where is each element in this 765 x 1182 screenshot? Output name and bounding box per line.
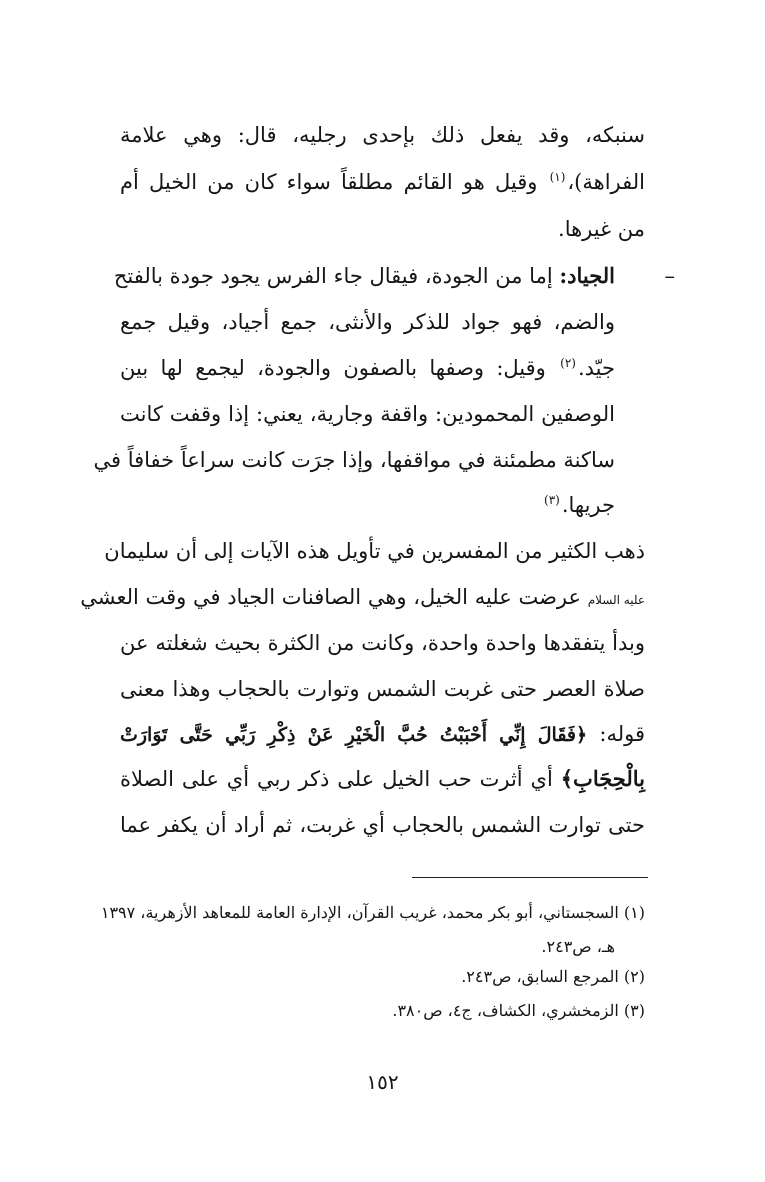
line-6-rest: وقيل: وصفها بالصفون والجودة، ليجمع لها بين [120, 356, 546, 380]
body-line-9 [120, 492, 615, 518]
honorific-glyph: عليه السلام [587, 593, 645, 607]
footnote-3-text: الزمخشري، الكشاف، ج٤، ص٣٨٠. [392, 1001, 619, 1020]
footnote-3 [392, 1000, 645, 1022]
body-line-4 [113, 263, 615, 289]
body-line-6 [120, 355, 615, 381]
line-14-pre: قوله: [599, 722, 645, 746]
footnote-1-continuation: هـ، ص٢٤٣. [541, 937, 615, 956]
body-line-10: ذهب الكثير من المفسرين في تأويل هذه الآيات إلى أن سليمان [104, 539, 645, 563]
term-jiyad: الجياد: [559, 263, 615, 288]
page-number: ١٥٢ [366, 1070, 399, 1094]
line-11-rest: عرضت عليه الخيل، وهي الصافنات الجياد في وقت العشي [80, 585, 582, 609]
footnote-2-number: (٢) [623, 967, 645, 986]
body-line-16: حتى توارت الشمس بالحجاب أي غربت، ثم أراد أن يكفر عما [120, 813, 645, 837]
footnote-1-number: (١) [623, 903, 645, 922]
body-line-11 [80, 584, 645, 613]
footnote-ref-2: (٢) [560, 356, 576, 370]
body-line-5: والضم، فهو جواد للذكر والأنثى، جمع أجياد، وقيل جمع [120, 310, 615, 334]
line-15-rest: أي أثرت حب الخيل على ذكر ربي أي على الصلاة [120, 767, 553, 791]
body-line-3: من غيرها. [558, 217, 645, 241]
body-line-8: ساكنة مطمئنة في مواقفها، وإذا جرَت كانت سراعاً خفافاً في [93, 448, 615, 472]
list-bullet-dash: – [664, 264, 675, 288]
footnote-2-text: المرجع السابق، ص٢٤٣. [461, 967, 619, 986]
line-2-rest: وقيل هو القائم مطلقاً سواء كان من الخيل أم [120, 170, 538, 194]
body-line-13: صلاة العصر حتى غربت الشمس وتوارت بالحجاب وهذا معنى [120, 677, 645, 701]
body-line-2 [120, 169, 645, 195]
body-line-7: الوصفين المحمودين: واقفة وجارية، يعني: إذا وقفت كانت [120, 402, 615, 426]
body-line-1: سنبكه، وقد يفعل ذلك بإحدى رجليه، قال: وهي علامة [120, 123, 645, 147]
line-4-rest: إما من الجودة، فيقال جاء الفرس يجود جودة بالفتح [113, 264, 553, 288]
footnote-ref-3: (٣) [544, 493, 560, 507]
footnote-2 [461, 966, 645, 988]
footnote-1-text: السجستاني، أبو بكر محمد، غريب القرآن، الإدارة العامة للمعاهد الأزهرية، ١٣٩٧ [100, 903, 619, 922]
line-6-text: جيّد. [577, 356, 615, 380]
footnote-ref-1: (١) [549, 170, 566, 184]
footnote-1 [101, 902, 645, 924]
line-2-text: الفراهة)، [567, 170, 645, 194]
line-9-text: جريها. [561, 493, 615, 517]
quran-verse-part-2: بِالْحِجَابِ﴾ [560, 766, 645, 791]
footnote-separator [412, 877, 648, 878]
body-line-12: وبدأ يتفقدها واحدة واحدة، وكانت من الكثرة بحيث شغلته عن [120, 631, 645, 655]
quran-verse-part-1: ﴿فَقَالَ إِنِّي أَحْبَبْتُ حُبَّ الْخَيْرِ عَنْ ذِكْرِ رَبِّي حَتَّى تَوَارَتْ [120, 724, 588, 746]
body-line-15 [120, 766, 645, 792]
footnote-3-number: (٣) [623, 1001, 645, 1020]
body-line-14 [120, 721, 645, 748]
